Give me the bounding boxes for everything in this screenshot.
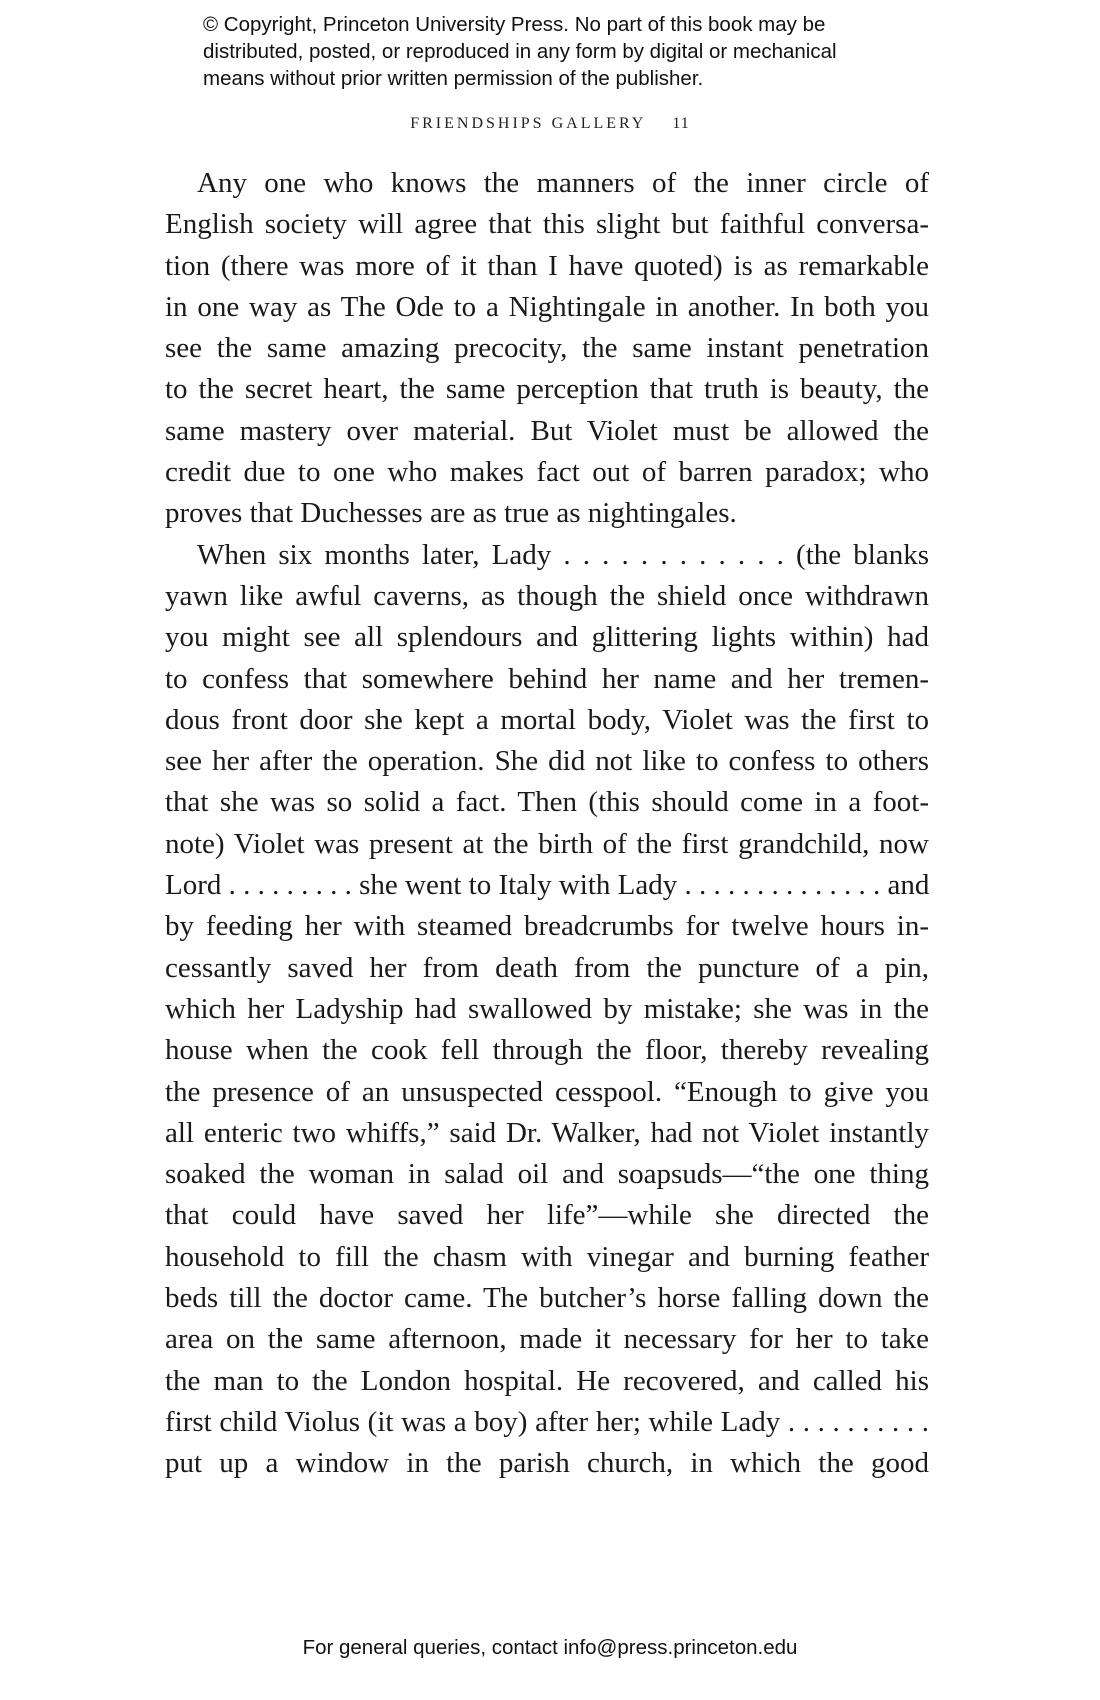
text-line: put up a window in the parish church, in which the good (165, 1447, 929, 1480)
text-line: by feeding her with steamed breadcrumbs for twelve hours in- (165, 910, 929, 943)
text-line: the presence of an unsuspected cesspool. “Enough to give you (165, 1075, 929, 1108)
text-line: household to fill the chasm with vinegar and burning feather (165, 1240, 929, 1273)
text-line: note) Violet was present at the birth of the first grandchild, now (165, 827, 929, 860)
text-line: English society will agree that this slight but faithful conversa- (165, 208, 929, 241)
running-head (0, 115, 1100, 133)
text-line: area on the same afternoon, made it necessary for her to take (165, 1323, 929, 1356)
copyright-line: distributed, posted, or reproduced in any form by digital or mechanical (203, 40, 837, 63)
text-line: the man to the London hospital. He recovered, and called his (165, 1364, 929, 1397)
text-line: in one way as The Ode to a Nightingale in another. In both you (165, 290, 929, 323)
body-text (165, 163, 929, 1485)
running-head-title: FRIENDSHIPS GALLERY (410, 115, 647, 132)
page-number: 11 (672, 115, 690, 132)
text-line: to confess that somewhere behind her name and her tremen- (165, 662, 929, 695)
text-line: to the secret heart, the same perception that truth is beauty, the (165, 373, 929, 406)
text-line: When six months later, Lady . . . . . . . . . . . . (the blanks (197, 538, 929, 571)
text-line: soaked the woman in salad oil and soapsuds—“the one thing (165, 1158, 929, 1191)
footer-contact: For general queries, contact info@press.princeton.edu (302, 1636, 798, 1659)
text-line: cessantly saved her from death from the puncture of a pin, (165, 951, 929, 984)
text-line: see the same amazing precocity, the same instant penetration (165, 332, 929, 365)
text-line: yawn like awful caverns, as though the shield once withdrawn (165, 579, 929, 612)
text-line: that could have saved her life”—while she directed the (165, 1199, 929, 1232)
text-line: that she was so solid a fact. Then (this should come in a foot- (165, 786, 929, 819)
text-line: all enteric two whiffs,” said Dr. Walker, had not Violet instantly (165, 1116, 929, 1149)
text-line: proves that Duchesses are as true as nightingales. (165, 497, 737, 530)
text-line: tion (there was more of it than I have quoted) is as remarkable (165, 249, 929, 282)
text-line: beds till the doctor came. The butcher’s horse falling down the (165, 1282, 929, 1315)
copyright-notice (203, 11, 963, 92)
text-line: Lord . . . . . . . . . she went to Italy with Lady . . . . . . . . . . . . . . and (165, 869, 930, 902)
text-line: same mastery over material. But Violet must be allowed the (165, 414, 929, 447)
text-line: first child Violus (it was a boy) after her; while Lady . . . . . . . . . . (165, 1405, 929, 1438)
text-line: which her Ladyship had swallowed by mistake; she was in the (165, 992, 929, 1025)
text-line: you might see all splendours and glittering lights within) had (165, 621, 929, 654)
text-line: see her after the operation. She did not like to confess to others (165, 745, 929, 778)
text-line: house when the cook fell through the floor, thereby revealing (165, 1034, 929, 1067)
text-line: Any one who knows the manners of the inner circle of (197, 167, 929, 199)
copyright-line: means without prior written permission of the publisher. (203, 67, 704, 90)
text-line: credit due to one who makes fact out of barren paradox; who (165, 456, 929, 489)
text-line: dous front door she kept a mortal body, Violet was the first to (165, 703, 929, 736)
copyright-line: © Copyright, Princeton University Press. No part of this book may be (203, 13, 826, 36)
